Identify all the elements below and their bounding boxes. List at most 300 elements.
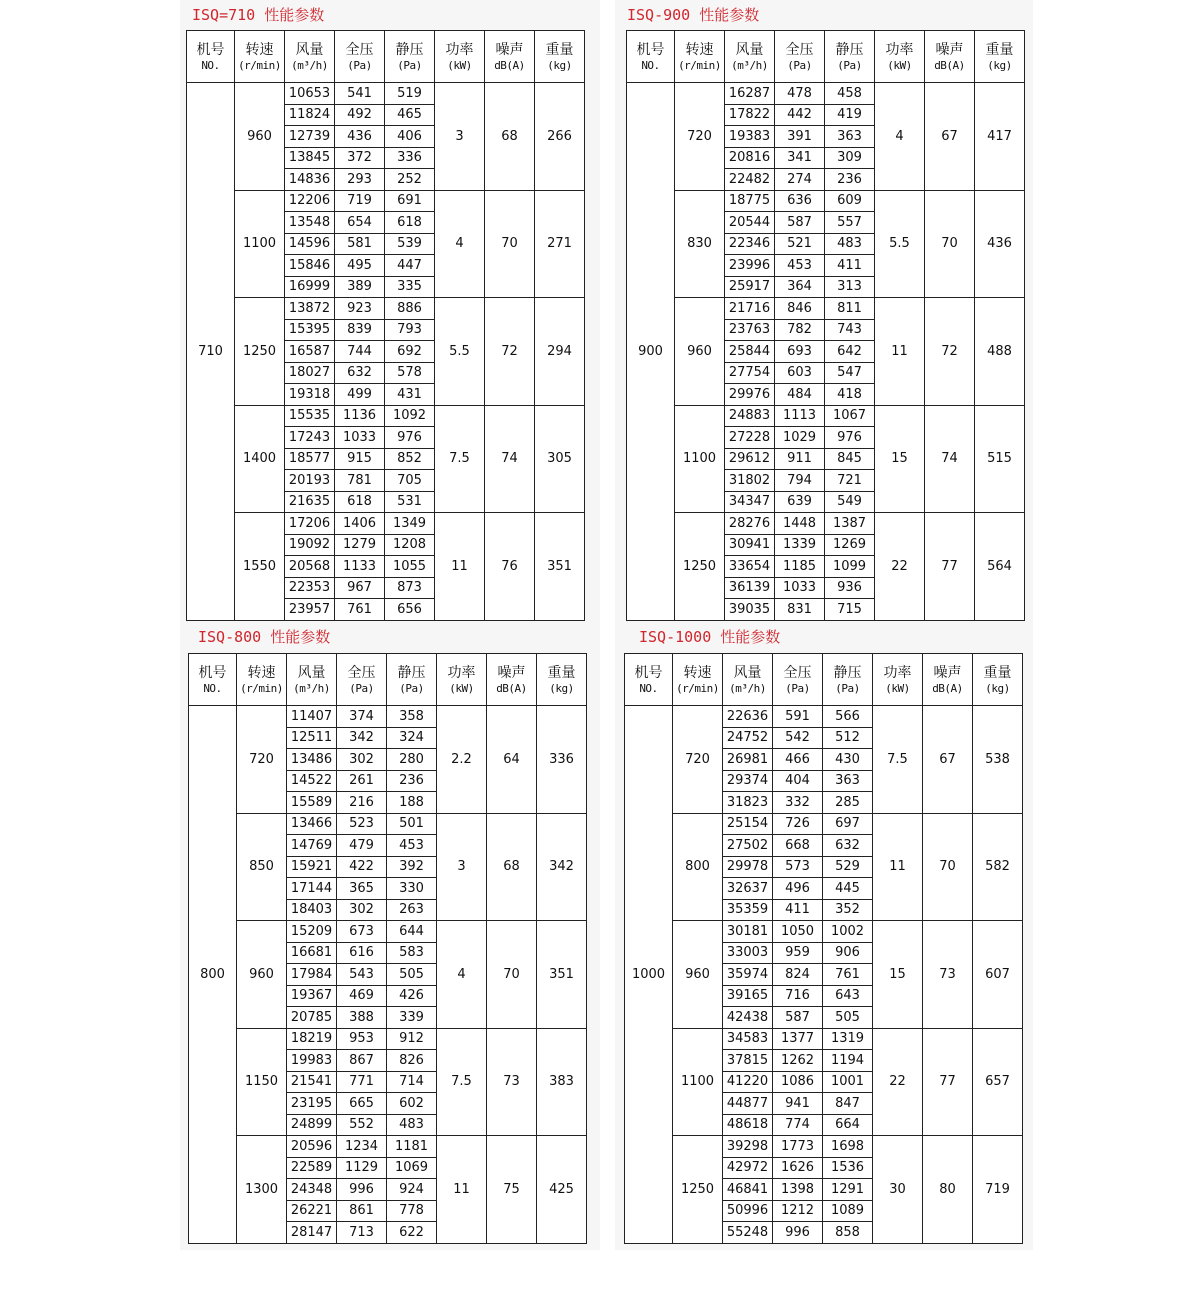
power-cell: 5.5	[435, 298, 485, 406]
static-pressure-cell: 1349	[385, 513, 435, 535]
header-static-pressure	[385, 31, 435, 83]
static-pressure-cell: 419	[825, 104, 875, 126]
flow-cell: 39165	[723, 985, 773, 1007]
flow-cell: 15921	[287, 856, 337, 878]
total-pressure-cell: 332	[773, 792, 823, 814]
static-pressure-cell: 664	[823, 1114, 873, 1136]
table-title: ISQ-800 性能参数	[198, 628, 331, 646]
header-unit: (r/min)	[676, 681, 719, 695]
total-pressure-cell: 1086	[773, 1071, 823, 1093]
header-static-pressure	[825, 31, 875, 83]
header-unit: (m³/h)	[293, 681, 330, 695]
static-pressure-cell: 1099	[825, 556, 875, 578]
power-cell: 11	[875, 298, 925, 406]
flow-cell: 50996	[723, 1200, 773, 1222]
weight-cell: 266	[535, 83, 585, 191]
total-pressure-cell: 996	[773, 1222, 823, 1244]
header-static-pressure	[387, 654, 437, 706]
total-pressure-cell: 541	[335, 83, 385, 105]
flow-cell: 26221	[287, 1200, 337, 1222]
table-row	[189, 706, 587, 728]
total-pressure-cell: 293	[335, 169, 385, 191]
static-pressure-cell: 906	[823, 942, 873, 964]
total-pressure-cell: 668	[773, 835, 823, 857]
flow-cell: 12739	[285, 126, 335, 148]
total-pressure-cell: 1136	[335, 405, 385, 427]
header-unit: (r/min)	[678, 58, 721, 72]
header-total-pressure	[335, 31, 385, 83]
flow-cell: 23996	[725, 255, 775, 277]
static-pressure-cell: 1069	[387, 1157, 437, 1179]
speed-cell: 720	[237, 706, 287, 814]
table-row	[187, 298, 585, 320]
flow-cell: 31802	[725, 470, 775, 492]
total-pressure-cell: 469	[337, 985, 387, 1007]
static-pressure-cell: 1269	[825, 534, 875, 556]
total-pressure-cell: 587	[775, 212, 825, 234]
static-pressure-cell: 330	[387, 878, 437, 900]
noise-cell: 70	[485, 190, 535, 298]
header-label: 功率	[445, 41, 474, 58]
total-pressure-cell: 484	[775, 384, 825, 406]
header-label: 转速	[245, 41, 274, 58]
flow-cell: 14836	[285, 169, 335, 191]
flow-cell: 12511	[287, 727, 337, 749]
static-pressure-cell: 1089	[823, 1200, 873, 1222]
table-row	[187, 405, 585, 427]
flow-cell: 42972	[723, 1157, 773, 1179]
static-pressure-cell: 252	[385, 169, 435, 191]
panel-isq-1000	[615, 622, 1033, 1250]
header-unit: (kW)	[887, 58, 912, 72]
noise-cell: 72	[925, 298, 975, 406]
flow-cell: 11824	[285, 104, 335, 126]
flow-cell: 31823	[723, 792, 773, 814]
flow-cell: 25154	[723, 813, 773, 835]
flow-cell: 22636	[723, 706, 773, 728]
header-label: 机号	[198, 664, 227, 681]
flow-cell: 29978	[723, 856, 773, 878]
static-pressure-cell: 886	[385, 298, 435, 320]
header-label: 转速	[683, 664, 712, 681]
total-pressure-cell: 495	[335, 255, 385, 277]
total-pressure-cell: 581	[335, 233, 385, 255]
flow-cell: 15395	[285, 319, 335, 341]
header-label: 静压	[395, 41, 424, 58]
static-pressure-cell: 335	[385, 276, 435, 298]
performance-table	[626, 30, 1025, 621]
flow-cell: 48618	[723, 1114, 773, 1136]
flow-cell: 39298	[723, 1136, 773, 1158]
static-pressure-cell: 609	[825, 190, 875, 212]
total-pressure-cell: 861	[337, 1200, 387, 1222]
table-row	[189, 921, 587, 943]
static-pressure-cell: 656	[385, 599, 435, 621]
header-unit: (Pa)	[397, 58, 422, 72]
header-unit: dB(A)	[934, 58, 965, 72]
model-number-cell: 1000	[625, 706, 673, 1244]
static-pressure-cell: 358	[387, 706, 437, 728]
weight-cell: 488	[975, 298, 1025, 406]
header-noise	[925, 31, 975, 83]
total-pressure-cell: 466	[773, 749, 823, 771]
weight-cell: 294	[535, 298, 585, 406]
static-pressure-cell: 1319	[823, 1028, 873, 1050]
weight-cell: 719	[973, 1136, 1023, 1244]
flow-cell: 17822	[725, 104, 775, 126]
noise-cell: 77	[925, 513, 975, 621]
weight-cell: 351	[535, 513, 585, 621]
total-pressure-cell: 665	[337, 1093, 387, 1115]
panel-isq-710	[180, 0, 600, 630]
header-unit: (m³/h)	[729, 681, 766, 695]
total-pressure-cell: 1377	[773, 1028, 823, 1050]
table-row	[189, 813, 587, 835]
power-cell: 11	[873, 813, 923, 921]
speed-cell: 960	[235, 83, 285, 191]
header-unit: (Pa)	[835, 681, 860, 695]
total-pressure-cell: 341	[775, 147, 825, 169]
flow-cell: 17206	[285, 513, 335, 535]
flow-cell: 17144	[287, 878, 337, 900]
performance-table	[186, 30, 585, 621]
static-pressure-cell: 188	[387, 792, 437, 814]
header-unit: (kW)	[447, 58, 472, 72]
header-total-pressure	[337, 654, 387, 706]
header-static-pressure	[823, 654, 873, 706]
total-pressure-cell: 302	[337, 899, 387, 921]
speed-cell: 960	[675, 298, 725, 406]
weight-cell: 417	[975, 83, 1025, 191]
noise-cell: 77	[923, 1028, 973, 1136]
header-unit: (kg)	[987, 58, 1012, 72]
total-pressure-cell: 411	[773, 899, 823, 921]
header-total-pressure	[775, 31, 825, 83]
speed-cell: 1250	[673, 1136, 723, 1244]
flow-cell: 27502	[723, 835, 773, 857]
weight-cell: 582	[973, 813, 1023, 921]
flow-cell: 36139	[725, 577, 775, 599]
total-pressure-cell: 673	[337, 921, 387, 943]
static-pressure-cell: 705	[385, 470, 435, 492]
total-pressure-cell: 552	[337, 1114, 387, 1136]
static-pressure-cell: 793	[385, 319, 435, 341]
table-row	[189, 1028, 587, 1050]
static-pressure-cell: 465	[385, 104, 435, 126]
static-pressure-cell: 721	[825, 470, 875, 492]
static-pressure-cell: 285	[823, 792, 873, 814]
static-pressure-cell: 811	[825, 298, 875, 320]
total-pressure-cell: 616	[337, 942, 387, 964]
static-pressure-cell: 236	[825, 169, 875, 191]
flow-cell: 20816	[725, 147, 775, 169]
flow-cell: 24348	[287, 1179, 337, 1201]
total-pressure-cell: 846	[775, 298, 825, 320]
power-cell: 3	[435, 83, 485, 191]
total-pressure-cell: 342	[337, 727, 387, 749]
noise-cell: 75	[487, 1136, 537, 1244]
flow-cell: 14596	[285, 233, 335, 255]
flow-cell: 23195	[287, 1093, 337, 1115]
header-unit: (kW)	[885, 681, 910, 695]
static-pressure-cell: 858	[823, 1222, 873, 1244]
total-pressure-cell: 824	[773, 964, 823, 986]
weight-cell: 425	[537, 1136, 587, 1244]
header-model-no	[627, 31, 675, 83]
total-pressure-cell: 591	[773, 706, 823, 728]
static-pressure-cell: 447	[385, 255, 435, 277]
table-row	[625, 1136, 1023, 1158]
power-cell: 11	[437, 1136, 487, 1244]
static-pressure-cell: 336	[385, 147, 435, 169]
speed-cell: 960	[673, 921, 723, 1029]
noise-cell: 67	[925, 83, 975, 191]
flow-cell: 20568	[285, 556, 335, 578]
static-pressure-cell: 1208	[385, 534, 435, 556]
flow-cell: 15209	[287, 921, 337, 943]
table-row	[187, 513, 585, 535]
header-label: 静压	[397, 664, 426, 681]
total-pressure-cell: 1050	[773, 921, 823, 943]
static-pressure-cell: 873	[385, 577, 435, 599]
table-row	[625, 706, 1023, 728]
total-pressure-cell: 1398	[773, 1179, 823, 1201]
flow-cell: 30181	[723, 921, 773, 943]
static-pressure-cell: 1291	[823, 1179, 873, 1201]
header-row	[627, 31, 1025, 83]
total-pressure-cell: 911	[775, 448, 825, 470]
total-pressure-cell: 587	[773, 1007, 823, 1029]
flow-cell: 14522	[287, 770, 337, 792]
flow-cell: 20596	[287, 1136, 337, 1158]
flow-cell: 17243	[285, 427, 335, 449]
total-pressure-cell: 372	[335, 147, 385, 169]
static-pressure-cell: 557	[825, 212, 875, 234]
flow-cell: 21716	[725, 298, 775, 320]
static-pressure-cell: 1387	[825, 513, 875, 535]
flow-cell: 13872	[285, 298, 335, 320]
flow-cell: 18219	[287, 1028, 337, 1050]
power-cell: 15	[875, 405, 925, 513]
header-label: 全压	[347, 664, 376, 681]
static-pressure-cell: 826	[387, 1050, 437, 1072]
total-pressure-cell: 389	[335, 276, 385, 298]
static-pressure-cell: 512	[823, 727, 873, 749]
speed-cell: 720	[675, 83, 725, 191]
flow-cell: 23957	[285, 599, 335, 621]
total-pressure-cell: 774	[773, 1114, 823, 1136]
header-label: 重量	[545, 41, 574, 58]
flow-cell: 18775	[725, 190, 775, 212]
header-total-pressure	[773, 654, 823, 706]
header-label: 重量	[547, 664, 576, 681]
total-pressure-cell: 794	[775, 470, 825, 492]
speed-cell: 1100	[235, 190, 285, 298]
flow-cell: 35974	[723, 964, 773, 986]
total-pressure-cell: 478	[775, 83, 825, 105]
header-row	[189, 654, 587, 706]
flow-cell: 11407	[287, 706, 337, 728]
static-pressure-cell: 309	[825, 147, 875, 169]
header-label: 转速	[685, 41, 714, 58]
static-pressure-cell: 778	[387, 1200, 437, 1222]
static-pressure-cell: 236	[387, 770, 437, 792]
total-pressure-cell: 719	[335, 190, 385, 212]
flow-cell: 19092	[285, 534, 335, 556]
header-label: 机号	[196, 41, 225, 58]
header-unit: (Pa)	[349, 681, 374, 695]
static-pressure-cell: 642	[825, 341, 875, 363]
total-pressure-cell: 542	[773, 727, 823, 749]
table-row	[627, 83, 1025, 105]
static-pressure-cell: 363	[825, 126, 875, 148]
total-pressure-cell: 923	[335, 298, 385, 320]
header-label: 风量	[733, 664, 762, 681]
flow-cell: 19383	[725, 126, 775, 148]
header-model-no	[187, 31, 235, 83]
header-speed	[235, 31, 285, 83]
total-pressure-cell: 744	[335, 341, 385, 363]
flow-cell: 55248	[723, 1222, 773, 1244]
header-unit: (Pa)	[399, 681, 424, 695]
static-pressure-cell: 406	[385, 126, 435, 148]
static-pressure-cell: 852	[385, 448, 435, 470]
flow-cell: 12206	[285, 190, 335, 212]
speed-cell: 1150	[237, 1028, 287, 1136]
static-pressure-cell: 418	[825, 384, 875, 406]
total-pressure-cell: 632	[335, 362, 385, 384]
header-speed	[237, 654, 287, 706]
flow-cell: 19318	[285, 384, 335, 406]
model-number-cell: 710	[187, 83, 235, 621]
total-pressure-cell: 915	[335, 448, 385, 470]
power-cell: 3	[437, 813, 487, 921]
static-pressure-cell: 1002	[823, 921, 873, 943]
header-row	[187, 31, 585, 83]
header-unit: (m³/h)	[291, 58, 328, 72]
header-unit: (Pa)	[347, 58, 372, 72]
header-unit: (kg)	[547, 58, 572, 72]
weight-cell: 607	[973, 921, 1023, 1029]
noise-cell: 73	[923, 921, 973, 1029]
header-unit: (kg)	[549, 681, 574, 695]
power-cell: 2.2	[437, 706, 487, 814]
table-row	[187, 83, 585, 105]
static-pressure-cell: 1194	[823, 1050, 873, 1072]
noise-cell: 64	[487, 706, 537, 814]
weight-cell: 271	[535, 190, 585, 298]
header-unit: (Pa)	[787, 58, 812, 72]
header-unit: dB(A)	[932, 681, 963, 695]
flow-cell: 10653	[285, 83, 335, 105]
speed-cell: 800	[673, 813, 723, 921]
header-power	[875, 31, 925, 83]
header-label: 静压	[833, 664, 862, 681]
total-pressure-cell: 573	[773, 856, 823, 878]
header-label: 功率	[447, 664, 476, 681]
panel-isq-800	[180, 622, 600, 1250]
flow-cell: 37815	[723, 1050, 773, 1072]
flow-cell: 22482	[725, 169, 775, 191]
flow-cell: 20544	[725, 212, 775, 234]
speed-cell: 1300	[237, 1136, 287, 1244]
total-pressure-cell: 274	[775, 169, 825, 191]
header-unit: NO.	[201, 58, 220, 72]
total-pressure-cell: 941	[773, 1093, 823, 1115]
static-pressure-cell: 324	[387, 727, 437, 749]
total-pressure-cell: 603	[775, 362, 825, 384]
table-title: ISQ-900 性能参数	[627, 6, 760, 24]
total-pressure-cell: 1033	[775, 577, 825, 599]
total-pressure-cell: 1029	[775, 427, 825, 449]
static-pressure-cell: 363	[823, 770, 873, 792]
table-row	[625, 813, 1023, 835]
static-pressure-cell: 1067	[825, 405, 875, 427]
total-pressure-cell: 839	[335, 319, 385, 341]
total-pressure-cell: 404	[773, 770, 823, 792]
speed-cell: 1400	[235, 405, 285, 513]
total-pressure-cell: 636	[775, 190, 825, 212]
static-pressure-cell: 583	[387, 942, 437, 964]
flow-cell: 28147	[287, 1222, 337, 1244]
noise-cell: 70	[925, 190, 975, 298]
power-cell: 22	[875, 513, 925, 621]
static-pressure-cell: 483	[825, 233, 875, 255]
flow-cell: 39035	[725, 599, 775, 621]
table-row	[627, 405, 1025, 427]
static-pressure-cell: 445	[823, 878, 873, 900]
flow-cell: 16681	[287, 942, 337, 964]
noise-cell: 70	[487, 921, 537, 1029]
static-pressure-cell: 339	[387, 1007, 437, 1029]
static-pressure-cell: 976	[825, 427, 875, 449]
noise-cell: 67	[923, 706, 973, 814]
header-flow	[723, 654, 773, 706]
weight-cell: 305	[535, 405, 585, 513]
total-pressure-cell: 523	[337, 813, 387, 835]
header-label: 噪声	[933, 664, 962, 681]
model-number-cell: 900	[627, 83, 675, 621]
noise-cell: 80	[923, 1136, 973, 1244]
flow-cell: 13486	[287, 749, 337, 771]
power-cell: 4	[437, 921, 487, 1029]
header-unit: NO.	[639, 681, 658, 695]
header-label: 机号	[634, 664, 663, 681]
static-pressure-cell: 1181	[387, 1136, 437, 1158]
flow-cell: 25917	[725, 276, 775, 298]
total-pressure-cell: 1133	[335, 556, 385, 578]
total-pressure-cell: 1234	[337, 1136, 387, 1158]
total-pressure-cell: 365	[337, 878, 387, 900]
flow-cell: 15535	[285, 405, 335, 427]
flow-cell: 13845	[285, 147, 335, 169]
flow-cell: 15846	[285, 255, 335, 277]
noise-cell: 74	[485, 405, 535, 513]
header-label: 风量	[295, 41, 324, 58]
header-noise	[487, 654, 537, 706]
power-cell: 30	[873, 1136, 923, 1244]
noise-cell: 73	[487, 1028, 537, 1136]
header-label: 噪声	[497, 664, 526, 681]
speed-cell: 1250	[675, 513, 725, 621]
header-weight	[535, 31, 585, 83]
speed-cell: 1250	[235, 298, 285, 406]
static-pressure-cell: 1536	[823, 1157, 873, 1179]
header-row	[625, 654, 1023, 706]
static-pressure-cell: 430	[823, 749, 873, 771]
noise-cell: 72	[485, 298, 535, 406]
flow-cell: 24899	[287, 1114, 337, 1136]
